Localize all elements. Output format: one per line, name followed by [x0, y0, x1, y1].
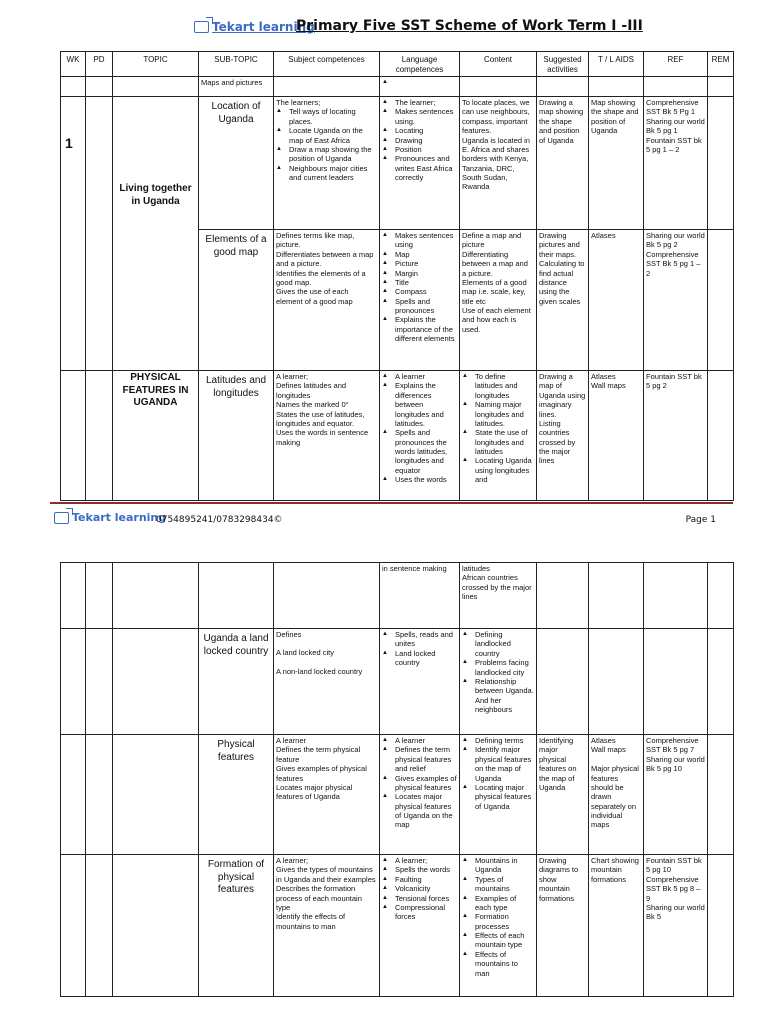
- footer-brand: [54, 511, 166, 524]
- aids-cell: Atlases Wall maps: [589, 371, 644, 501]
- aids-cell: Atlases: [589, 230, 644, 371]
- list-item: ▲ Locates major physical features of Uganda on the map: [382, 792, 457, 830]
- list-item: ▲ A learner: [382, 736, 457, 745]
- footer-phone: 0754895241/0783298434©: [156, 515, 283, 525]
- list-item: ▲ Examples of each type: [462, 894, 534, 913]
- subtopic-cell: Elements of a good map: [199, 230, 274, 371]
- list-item: ▲ Tensional forces: [382, 894, 457, 903]
- list-item: ▲ Explains the importance of the different elements: [382, 315, 457, 343]
- content-cell: [460, 371, 537, 501]
- col-header-topic: TOPIC: [113, 52, 199, 77]
- aids-cell: Atlases Wall maps Major physical features should be drawn separately on individual maps: [589, 735, 644, 855]
- list-item: ▲ Makes sentences using: [382, 231, 457, 250]
- header-brand-text: Tekart learning: [212, 20, 315, 34]
- aids-cell: Map showing the shape and position of Uganda: [589, 97, 644, 230]
- list-item: ▲ Pronounces and writes East Africa correctly: [382, 154, 457, 182]
- table-row: [61, 735, 734, 855]
- subject-competence-cell: A learner Defines the term physical feature Gives examples of physical features Locates major physical features of Uganda: [274, 735, 380, 855]
- page-number: Page 1: [685, 515, 716, 525]
- scheme-table-page1: [60, 51, 734, 501]
- col-header-wk: WK: [61, 52, 86, 77]
- list-item: ▲ Relationship between Uganda. And her neighbours: [462, 677, 534, 715]
- list-item: ▲ Locating: [382, 126, 457, 135]
- subtopic-cell: Physical features: [199, 735, 274, 855]
- tekart-logo-icon: [194, 21, 209, 33]
- page-header: [0, 18, 768, 42]
- col-header-pd: PD: [86, 52, 113, 77]
- footer-divider: [50, 502, 733, 504]
- col-header-suggested-activities: Suggested activities: [537, 52, 589, 77]
- list-item: ▲ Locate Uganda on the map of East Africa: [276, 126, 377, 145]
- list-item: ▲ Compass: [382, 287, 457, 296]
- content-cell: [460, 735, 537, 855]
- list-item: ▲ Margin: [382, 269, 457, 278]
- list-item: ▲ Types of mountains: [462, 875, 534, 894]
- list-item: ▲ To define latitudes and longitudes: [462, 372, 534, 400]
- table-row: [61, 371, 734, 501]
- list-item: ▲ Draw a map showing the position of Uganda: [276, 145, 377, 164]
- week-number: 1: [61, 97, 86, 371]
- col-header-rem: REM: [708, 52, 734, 77]
- page-footer: [54, 511, 734, 527]
- subtopic-cell: Location of Uganda: [199, 97, 274, 230]
- activities-cell: Drawing a map of Uganda using imaginary lines. Listing countries crossed by the major lines: [537, 371, 589, 501]
- list-item: ▲ Identify major physical features on the map of Uganda: [462, 745, 534, 783]
- list-item: ▲ Drawing: [382, 136, 457, 145]
- list-item: ▲ Neighbours major cities and current leaders: [276, 164, 377, 183]
- subject-competence-cell: A learner; Defines latitudes and longitudes Names the marked 0° States the use of latitudes, longitudes and equator. Uses the words in sentence making: [274, 371, 380, 501]
- col-header-content: Content: [460, 52, 537, 77]
- list-item: ▲ Tell ways of locating places.: [276, 107, 377, 126]
- list-item: ▲ Picture: [382, 259, 457, 268]
- list-item: ▲ Spells the words: [382, 865, 457, 874]
- list-item: ▲ Title: [382, 278, 457, 287]
- language-cell: [380, 97, 460, 230]
- scheme-table-page2: [60, 562, 734, 997]
- subject-competence-cell: Defines terms like map, picture. Differentiates between a map and a picture. Identifies the elements of a good map. Gives the use of each element of a good map: [274, 230, 380, 371]
- list-item: ▲ Effects of each mountain type: [462, 931, 534, 950]
- list-item: ▲ Formation processes: [462, 912, 534, 931]
- language-cell: [380, 855, 460, 997]
- subject-competence-cell: Defines A land locked city A non-land locked country: [274, 629, 380, 735]
- topic-cell: Living together in Uganda: [113, 97, 199, 371]
- subject-competence-cell: The learners; ▲ Tell ways of locating places. ▲ Locate Uganda on the map of East Africa ▲ Draw a map showing the position of Uganda ▲ Neighbours major cities and current leaders: [274, 97, 380, 230]
- document-title: Primary Five SST Scheme of Work Term I -III: [296, 18, 643, 34]
- aids-cell: Chart showing mountain formations: [589, 855, 644, 997]
- list-item: ▲ Naming major longitudes and latitudes.: [462, 400, 534, 428]
- list-item: ▲ Volcanicity: [382, 884, 457, 893]
- list-item: ▲ Land locked country: [382, 649, 457, 668]
- header-row: [61, 52, 734, 77]
- col-header-ref: REF: [644, 52, 708, 77]
- activities-cell: Drawing diagrams to show mountain formations: [537, 855, 589, 997]
- language-cell: [380, 77, 460, 97]
- list-item: ▲ The learner;: [382, 98, 457, 107]
- language-cell: [380, 735, 460, 855]
- list-item: ▲ A learner: [382, 372, 457, 381]
- language-cell: [380, 371, 460, 501]
- content-cell: [460, 629, 537, 735]
- subtopic-cell: Maps and pictures: [199, 77, 274, 97]
- language-cell: in sentence making: [380, 563, 460, 629]
- ref-cell: Sharing our world Bk 5 pg 2 Comprehensive SST Bk 5 pg 1 – 2: [644, 230, 708, 371]
- list-item: ▲ Makes sentences using.: [382, 107, 457, 126]
- list-item: ▲ Faulting: [382, 875, 457, 884]
- content-cell: To locate places, we can use neighbours, compass, important features. Uganda is located in E. Africa and shares borders with Kenya, Tanzania, DRC, South Sudan, Rwanda: [460, 97, 537, 230]
- col-header-subtopic: SUB-TOPIC: [199, 52, 274, 77]
- ref-cell: Comprehensive SST Bk 5 Pg 1 Sharing our world Bk 5 pg 1 Fountain SST bk 5 pg 1 – 2: [644, 97, 708, 230]
- table-row: [61, 563, 734, 629]
- list-item: ▲ Mountains in Uganda: [462, 856, 534, 875]
- list-item: ▲ Compressional forces: [382, 903, 457, 922]
- ref-cell: Comprehensive SST Bk 5 pg 7 Sharing our world Bk 5 pg 10: [644, 735, 708, 855]
- footer-brand-text: Tekart learning: [72, 511, 167, 524]
- list-item: ▲ Uses the words: [382, 475, 457, 484]
- list-item: ▲ Locating Uganda using longitudes and: [462, 456, 534, 484]
- tekart-logo-icon: [54, 512, 69, 524]
- list-item: ▲ Map: [382, 250, 457, 259]
- col-header-language-competences: Language competences: [380, 52, 460, 77]
- table-row: [61, 97, 734, 230]
- list-item: ▲ State the use of longitudes and latitudes: [462, 428, 534, 456]
- topic-cell: PHYSICAL FEATURES IN UGANDA: [113, 371, 199, 501]
- content-cell: [460, 855, 537, 997]
- ref-cell: Fountain SST bk 5 pg 10 Comprehensive SST Bk 5 pg 8 – 9 Sharing our world Bk 5: [644, 855, 708, 997]
- subtopic-cell: Latitudes and longitudes: [199, 371, 274, 501]
- subject-competence-cell: A learner; Gives the types of mountains in Uganda and their examples Describes the formation process of each mountain type Identify the effects of mountains to man: [274, 855, 380, 997]
- subtopic-cell: Formation of physical features: [199, 855, 274, 997]
- list-item: ▲ Defining landlocked country: [462, 630, 534, 658]
- subtopic-cell: Uganda a land locked country: [199, 629, 274, 735]
- list-item: ▲ Position: [382, 145, 457, 154]
- col-header-subject-competences: Subject competences: [274, 52, 380, 77]
- language-cell: [380, 230, 460, 371]
- content-cell: Define a map and picture Differentiating between a map and a picture. Elements of a good map i.e. scale, key, title etc Use of each element and how each is used.: [460, 230, 537, 371]
- activities-cell: Drawing a map showing the shape and position of Uganda: [537, 97, 589, 230]
- language-cell: [380, 629, 460, 735]
- activities-cell: Identifying major physical features on the map of Uganda: [537, 735, 589, 855]
- col-header-tl-aids: T / L AIDS: [589, 52, 644, 77]
- list-item: ▲ Spells, reads and unites: [382, 630, 457, 649]
- table-row: [61, 77, 734, 97]
- content-cell: latitudes African countries crossed by the major lines: [460, 563, 537, 629]
- ref-cell: Fountain SST bk 5 pg 2: [644, 371, 708, 501]
- activities-cell: Drawing pictures and their maps. Calculating to find actual distance using the given scales: [537, 230, 589, 371]
- list-item: ▲ Spells and pronounces the words latitudes, longitudes and equator: [382, 428, 457, 475]
- table-row: [61, 855, 734, 997]
- list-item: ▲ Gives examples of physical features: [382, 774, 457, 793]
- list-item: ▲ Effects of mountains to man: [462, 950, 534, 978]
- list-item: ▲ Explains the differences between longitudes and latitudes.: [382, 381, 457, 428]
- list-item: ▲ Problems facing landlocked city: [462, 658, 534, 677]
- table-row: [61, 629, 734, 735]
- list-item: ▲ Spells and pronounces: [382, 297, 457, 316]
- list-item: ▲ A learner;: [382, 856, 457, 865]
- list-item: ▲ Defining terms: [462, 736, 534, 745]
- list-item: ▲ Defines the term physical features and relief: [382, 745, 457, 773]
- list-item: ▲ Locating major physical features of Uganda: [462, 783, 534, 811]
